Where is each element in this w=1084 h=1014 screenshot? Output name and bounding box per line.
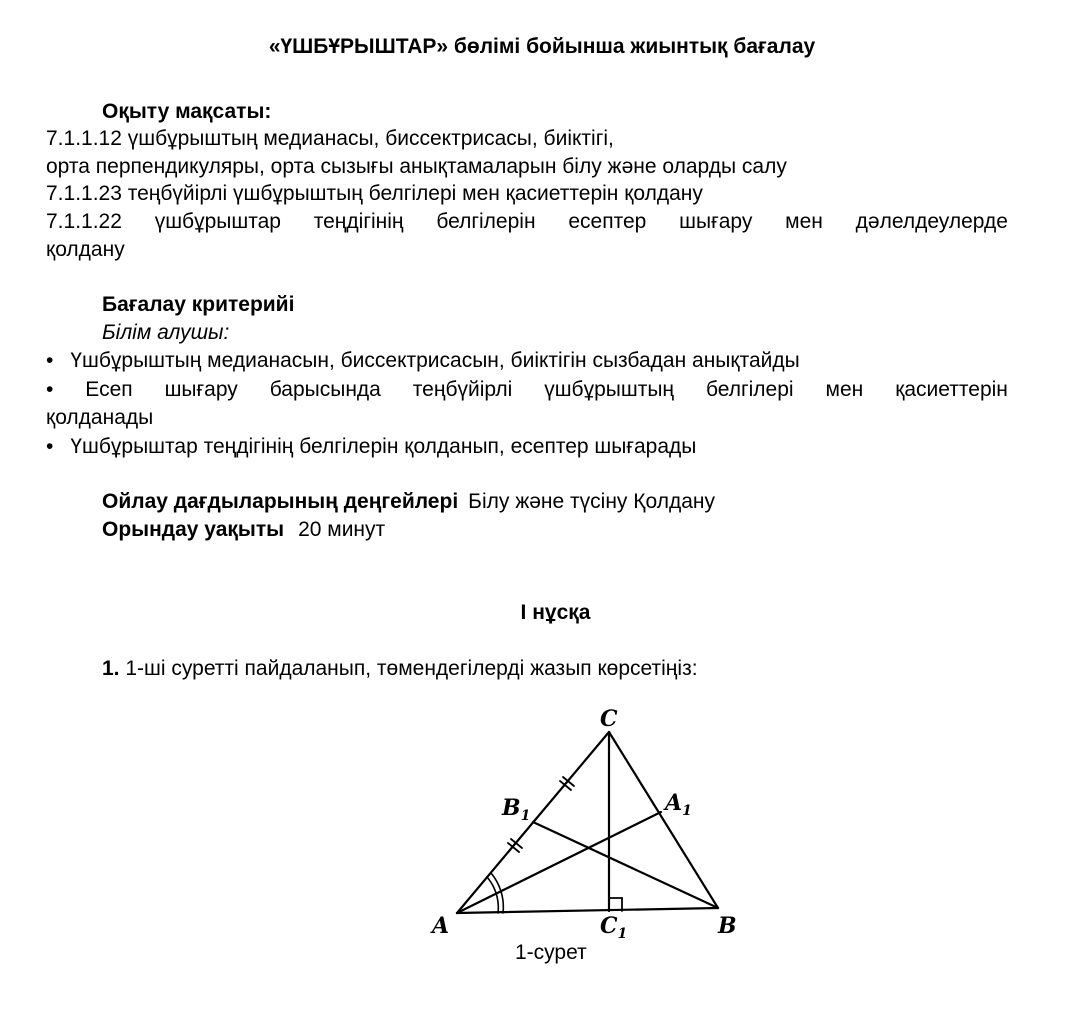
task-text: 1-ші суретті пайдаланып, төмендегілерді жазып көрсетіңіз: bbox=[125, 657, 698, 680]
word: қасиеттерін bbox=[895, 378, 1008, 401]
word: теңдігінің bbox=[313, 210, 404, 233]
word: барысында bbox=[269, 378, 381, 401]
bisector-AA1 bbox=[457, 812, 661, 913]
label-C: C bbox=[600, 706, 618, 732]
thinking-levels-label: Ойлау дағдыларының деңгейлері bbox=[102, 490, 459, 513]
word: мен bbox=[785, 210, 823, 233]
document-title: «ҮШБҰРЫШТАР» бөлімі бойынша жиынтық бағалау bbox=[268, 35, 816, 58]
word: мен bbox=[825, 378, 864, 401]
criteria-heading: Бағалау критерийі bbox=[102, 293, 295, 316]
label-B1: $B_1$ bbox=[502, 795, 531, 824]
duration-label: Орындау уақыты bbox=[102, 518, 285, 541]
thinking-levels-value: Білу және түсіну Қолдану bbox=[468, 490, 715, 513]
objective-line: 7.1.1.23 теңбүйірлі үшбұрыштың белгілері мен қасиеттерін қолдану bbox=[46, 182, 703, 205]
label-B: B bbox=[718, 913, 737, 939]
word: белгілерін bbox=[436, 210, 536, 233]
criteria-subheading: Білім алушы: bbox=[102, 321, 230, 344]
criteria-text-continued: қолданады bbox=[46, 406, 154, 429]
criteria-text: Үшбұрыштың медианасын, биссектрисасын, биіктігін сызбадан анықтайды bbox=[70, 349, 800, 372]
label-A: A bbox=[432, 913, 450, 939]
bullet-icon: • bbox=[46, 435, 54, 458]
duration-value: 20 минут bbox=[298, 518, 386, 541]
word: есептер bbox=[568, 210, 647, 233]
label-A1: $A_1$ bbox=[665, 790, 692, 819]
word: үшбұрыштар bbox=[154, 210, 281, 233]
word: үшбұрыштың bbox=[544, 378, 675, 401]
objective-line: қолдану bbox=[46, 238, 125, 261]
criteria-text: Үшбұрыштар теңдігінің белгілерін қолданып, есептер шығарады bbox=[70, 435, 697, 458]
word: Есеп bbox=[85, 378, 133, 401]
objectives-heading: Оқыту мақсаты: bbox=[102, 100, 272, 123]
objective-line: 7.1.1.12 үшбұрыштың медианасы, биссектрисасы, биіктігі, bbox=[46, 127, 614, 150]
word: теңбүйірлі bbox=[412, 378, 513, 401]
objective-line: орта перпендикуляры, орта сызығы анықтамаларын білу және оларды салу bbox=[46, 155, 787, 178]
word: дәлелдеулерде bbox=[855, 210, 1008, 233]
variant-heading: І нұсқа bbox=[520, 601, 591, 624]
word: шығару bbox=[164, 378, 238, 401]
word: 7.1.1.22 bbox=[46, 210, 122, 233]
word: белгілері bbox=[705, 378, 794, 401]
side-AB bbox=[457, 908, 718, 913]
bullet-icon: • bbox=[46, 378, 54, 401]
bullet-icon: • bbox=[46, 349, 54, 372]
label-C1: $C_1$ bbox=[600, 913, 628, 942]
word: шығару bbox=[679, 210, 753, 233]
figure-caption: 1-сурет bbox=[515, 941, 587, 964]
task-number: 1. bbox=[102, 657, 120, 680]
